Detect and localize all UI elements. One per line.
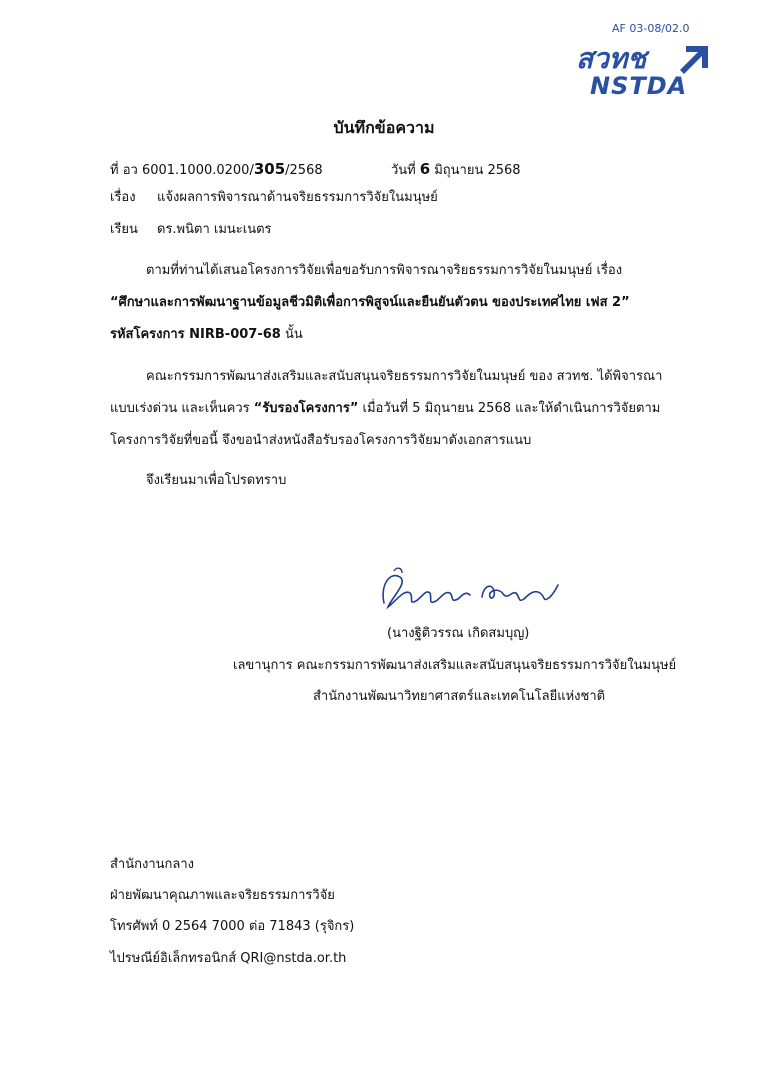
reference-number — [110, 160, 323, 180]
paragraph2-line2-b: เมื่อวันที่ 5 มิถุนายน 2568 และให้ดำเนินการวิจัยตาม — [358, 401, 661, 416]
date-month-year: มิถุนายน 2568 — [434, 163, 521, 178]
paragraph2-line3: โครงการวิจัยที่ขอนี้ จึงขอนำส่งหนังสือรับรองโครงการวิจัยมาดังเอกสารแนบ — [110, 433, 532, 448]
memo-date — [391, 160, 521, 180]
addressee-value: ดร.พนิตา เมนะเนตร — [157, 222, 272, 237]
paragraph2-line2 — [110, 400, 660, 418]
footer-office: สำนักงานกลาง — [110, 857, 195, 872]
date-label: วันที่ — [391, 163, 416, 178]
logo-thai-text: สวทช — [576, 42, 647, 75]
date-day: 6 — [419, 160, 431, 178]
logo-en-text: NSTDA — [590, 72, 688, 100]
signatory-organization: สำนักงานพัฒนาวิทยาศาสตร์และเทคโนโลยีแห่งชาติ — [313, 689, 606, 704]
project-code: รหัสโครงการ NIRB-007-68 — [110, 327, 281, 342]
reference-number-value: 305 — [253, 160, 286, 178]
footer-phone: โทรศัพท์ 0 2564 7000 ต่อ 71843 (รุจิกร) — [110, 919, 355, 934]
footer-department: ฝ่ายพัฒนาคุณภาพและจริยธรรมการวิจัย — [110, 888, 335, 903]
subject-label: เรื่อง — [110, 190, 136, 205]
closing-text: จึงเรียนมาเพื่อโปรดทราบ — [146, 473, 287, 488]
handwritten-signature — [370, 563, 560, 621]
signatory-position: เลขานุการ คณะกรรมการพัฒนาส่งเสริมและสนับสนุนจริยธรรมการวิจัยในมนุษย์ — [233, 658, 677, 673]
project-title: “ศึกษาและการพัฒนาฐานข้อมูลชีวมิติเพื่อการพิสูจน์และยืนยันตัวตน ของประเทศไทย เฟส 2” — [110, 295, 630, 310]
memo-title: บันทึกข้อความ — [333, 118, 435, 137]
logo-arrow-icon — [680, 46, 708, 74]
addressee-label: เรียน — [110, 222, 138, 237]
reference-suffix: /2568 — [285, 163, 323, 178]
paragraph1-ending: นั้น — [280, 327, 303, 342]
nstda-logo — [568, 38, 724, 100]
paragraph2-line1: คณะกรรมการพัฒนาส่งเสริมและสนับสนุนจริยธรรมการวิจัยในมนุษย์ ของ สวทช. ได้พิจารณา — [146, 369, 663, 384]
approval-status: “รับรองโครงการ” — [253, 401, 359, 416]
footer-email: ไปรษณีย์อิเล็กทรอนิกส์ QRI@nstda.or.th — [110, 951, 347, 966]
project-code-line — [110, 326, 303, 344]
paragraph1-line1: ตามที่ท่านได้เสนอโครงการวิจัยเพื่อขอรับการพิจารณาจริยธรรมการวิจัยในมนุษย์ เรื่อง — [146, 263, 623, 278]
reference-prefix: ที่ อว 6001.1000.0200/ — [110, 163, 254, 178]
subject-value: แจ้งผลการพิจารณาด้านจริยธรรมการวิจัยในมนุษย์ — [157, 190, 438, 205]
document-code: AF 03-08/02.0 — [612, 22, 690, 35]
signatory-name: (นางฐิติวรรณ เกิดสมบุญ) — [387, 626, 530, 641]
paragraph2-line2-a: แบบเร่งด่วน และเห็นควร — [110, 401, 254, 416]
